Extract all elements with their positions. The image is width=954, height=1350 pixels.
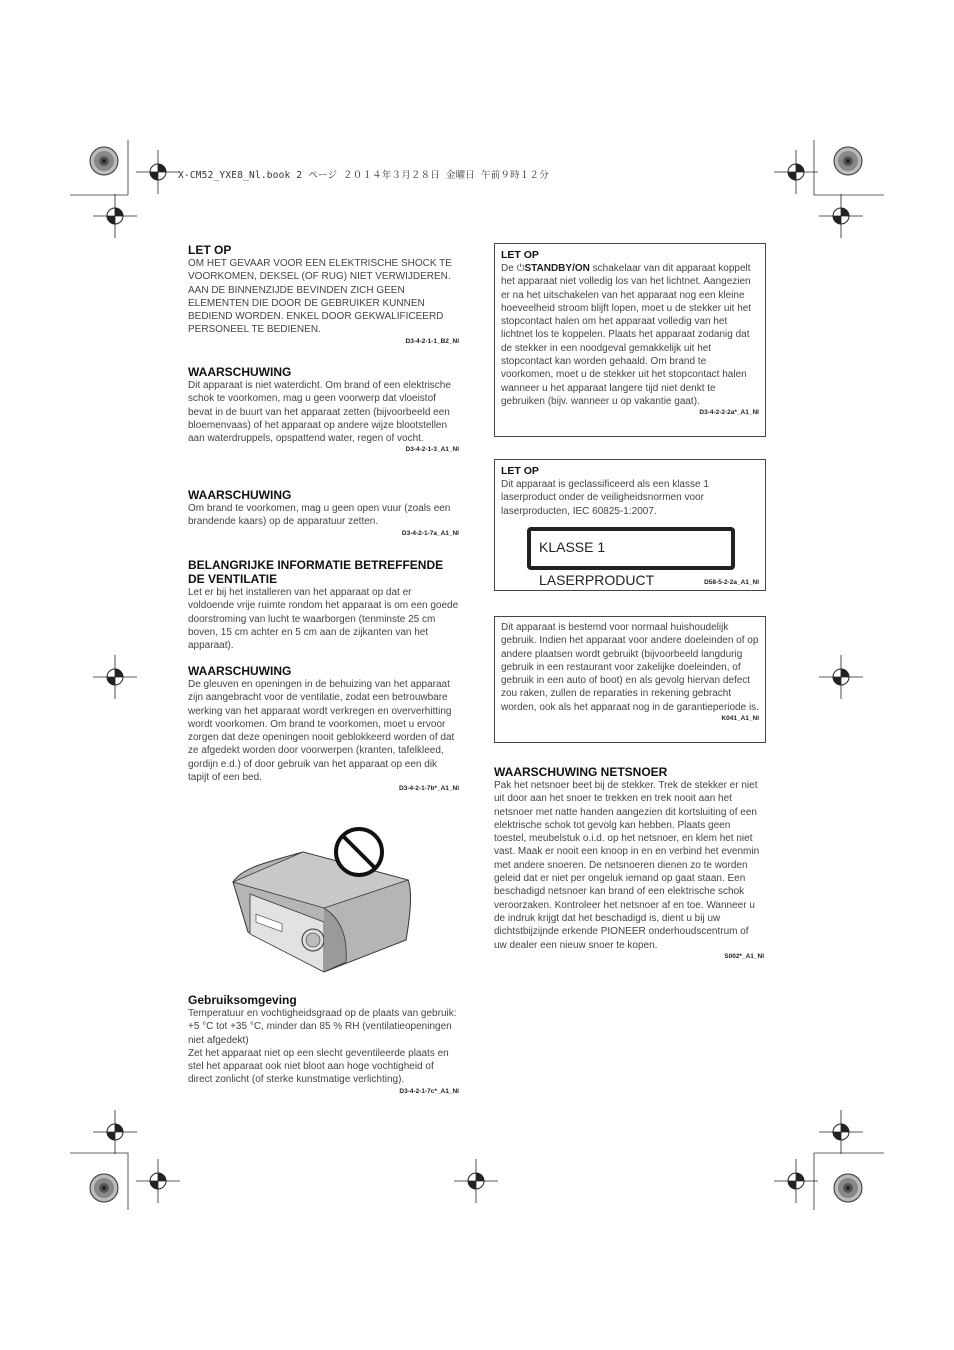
- section-title: Gebruiksomgeving: [188, 993, 297, 1007]
- section-body-3: Zet het apparaat niet op een slecht geventileerde plaats en stel het apparaat ook niet bloot aan hoge vochtigheid of direct zonlicht (of sterke kunstmatige verlichting).: [188, 1047, 449, 1086]
- registration-star-icon: [90, 1174, 118, 1202]
- left-section-waarschuwing-openingen: [188, 664, 459, 792]
- left-section-waarschuwing-vuur: [188, 488, 459, 537]
- section-code: D3-4-2-1-3_A1_Nl: [405, 446, 459, 454]
- box-body: Dit apparaat is bestemd voor normaal huishoudelijk gebruik. Indien het apparaat voor andere doeleinden of op andere plaatsen wordt gebruikt (bijvoorbeeld langdurig gebruik in een restaurant voor zakelijke doeleinden, of gebruik in een auto of boot) en als gevolg hiervan defect zou raken, zullen de reparaties in rekening gebracht worden, ook als het apparaat nog in de garantieperiode is.: [501, 622, 759, 713]
- registration-star-icon: [834, 147, 862, 175]
- box-code: D58-5-2-2a_A1_Nl: [704, 579, 759, 586]
- box-title: LET OP: [501, 465, 539, 477]
- section-code: D3-4-2-1-1_B2_Nl: [405, 337, 459, 345]
- left-section-ventilatie: [188, 558, 459, 652]
- box-body-prefix: De: [501, 263, 517, 274]
- section-title: LET OP: [188, 243, 232, 257]
- section-title: BELANGRIJKE INFORMATIE BETREFFENDE DE VENTILATIE: [188, 558, 444, 586]
- section-body: Pak het netsnoer beet bij de stekker. Trek de stekker er niet uit door aan het snoer te trekken en trek nooit aan het netsnoer met natte handen aangezien dit kortsluiting of een elektrische schok tot gevolg kan hebben. Plaats geen toestel, meubelstuk o.i.d. op het netsnoer, en klem het niet vast. Maak er nooit een knoop in en en verbind het evenmin met andere snoeren. De netsnoeren dienen zo te worden geleid dat er niet per ongeluk iemand op gaat staan. Een beschadigd netsnoer kan brand of een elektrische schok veroorzaken. Kontroleer het netsnoer af en toe. Wanneer u de indruk krijgt dat het beschadigd is, dient u bij uw dichtstbijzijnde erkende PIONEER onderhoudscentrum of uw dealer een nieuw snoer te kopen.: [494, 780, 760, 951]
- section-body: De gleuven en openingen in de behuizing van het apparaat zijn aangebracht voor de ventilatie, zodat een betrouwbare werking van het apparaat wordt verkregen en oververhitting wordt voorkomen. Om brand te voorkomen, moet u ervoor zorgen dat deze openingen nooit geblokkeerd worden of dat ze afgedekt worden door voorwerpen (kranten, tafelkleed, gordijn e.d.) of door gebruik van het apparaat op een dik tapijt of een bed.: [188, 679, 455, 784]
- right-box-laser: [494, 459, 766, 591]
- section-body: Dit apparaat is niet waterdicht. Om brand of een elektrische schok te voorkomen, mag u geen voorwerp dat vloeistof bevat in de buurt van het apparaat zetten (bijvoorbeeld een bloemenvaas) of het apparaat op andere wijze blootstellen aan waterdruppels, opspattend water, regen of vocht.: [188, 380, 451, 445]
- covered-device-illustration: [228, 822, 418, 982]
- section-body: OM HET GEVAAR VOOR EEN ELEKTRISCHE SHOCK TE VOORKOMEN, DEKSEL (OF RUG) NIET VERWIJDEREN. AAN DE BINNENZIJDE BEVINDEN ZICH GEEN ELEMENTEN DIE DOOR DE GEBRUIKER KUNNEN BEDIEND WORDEN. ENKEL DOOR GEKWALIFICEERD PERSONEEL TE BEDIENEN.: [188, 258, 452, 336]
- box-code: K041_A1_Nl: [721, 715, 759, 723]
- section-code: D3-4-2-1-7b*_A1_Nl: [399, 785, 459, 793]
- file-header: X-CM52_YXE8_Nl.book 2 ページ ２０１４年３月２８日 金曜日 午前９時１２分: [178, 170, 549, 181]
- left-section-gebruiksomgeving: [188, 993, 459, 1095]
- power-icon: ⏻: [516, 263, 525, 274]
- registration-star-icon: [834, 1174, 862, 1202]
- box-body: schakelaar van dit apparaat koppelt het apparaat niet volledig los van het lichtnet. Aangezien er na het uitschakelen van het apparaat nog een kleine hoeveelheid stroom blijft lopen, moet u de stekker uit het stopcontact halen om het apparaat volledig van het lichtnet los te koppelen. Plaats het apparaat zodanig dat de stekker in een noodgeval gemakkelijk uit het stopcontact kan worden gehaald. Om brand te voorkomen, moet u de stekker uit het stopcontact halen wanneer u het apparaat langere tijd niet denkt te gebruiken (bijv. wanneer u op vakantie gaat).: [501, 263, 752, 407]
- registration-star-icon: [90, 147, 118, 175]
- box-body: Dit apparaat is geclassificeerd als een klasse 1 laserproduct onder de veiligheidsnormen voor laserproducten, IEC 60825-1:2007.: [501, 479, 709, 517]
- section-title: WAARSCHUWING NETSNOER: [494, 765, 668, 779]
- right-box-standby: [494, 243, 766, 437]
- section-code: D3-4-2-1-7c*_A1_Nl: [399, 1087, 459, 1095]
- section-title: WAARSCHUWING: [188, 488, 292, 502]
- left-section-let-op: [188, 243, 459, 345]
- section-title: WAARSCHUWING: [188, 664, 292, 678]
- right-section-netsnoer: [494, 765, 764, 960]
- box-code: D3-4-2-2-2a*_A1_Nl: [699, 409, 759, 417]
- section-body-2: +5 °C tot +35 °C, minder dan 85 % RH (ventilatieopeningen niet afgedekt): [188, 1021, 452, 1046]
- section-body: Om brand te voorkomen, mag u geen open vuur (zoals een brandende kaars) op de apparatuur zetten.: [188, 503, 451, 528]
- section-body: Let er bij het installeren van het apparaat op dat er voldoende vrije ruimte rondom het apparaat is om een goede doorstroming van lucht te waarborgen (tenminste 25 cm boven, 15 cm achter en 5 cm aan de zijkanten van het apparaat).: [188, 587, 459, 652]
- laser-class-label: KLASSE 1 LASERPRODUCT: [527, 527, 735, 570]
- box-title: LET OP: [501, 249, 539, 261]
- section-title: WAARSCHUWING: [188, 365, 292, 379]
- standby-label: STANDBY/ON: [524, 263, 590, 274]
- section-body-1: Temperatuur en vochtigheidsgraad op de plaats van gebruik:: [188, 1008, 457, 1019]
- right-box-huishoudelijk: [494, 616, 766, 743]
- left-section-waarschuwing-water: [188, 365, 459, 453]
- section-code: D3-4-2-1-7a_A1_Nl: [401, 529, 459, 537]
- section-code: S002*_A1_Nl: [724, 952, 764, 960]
